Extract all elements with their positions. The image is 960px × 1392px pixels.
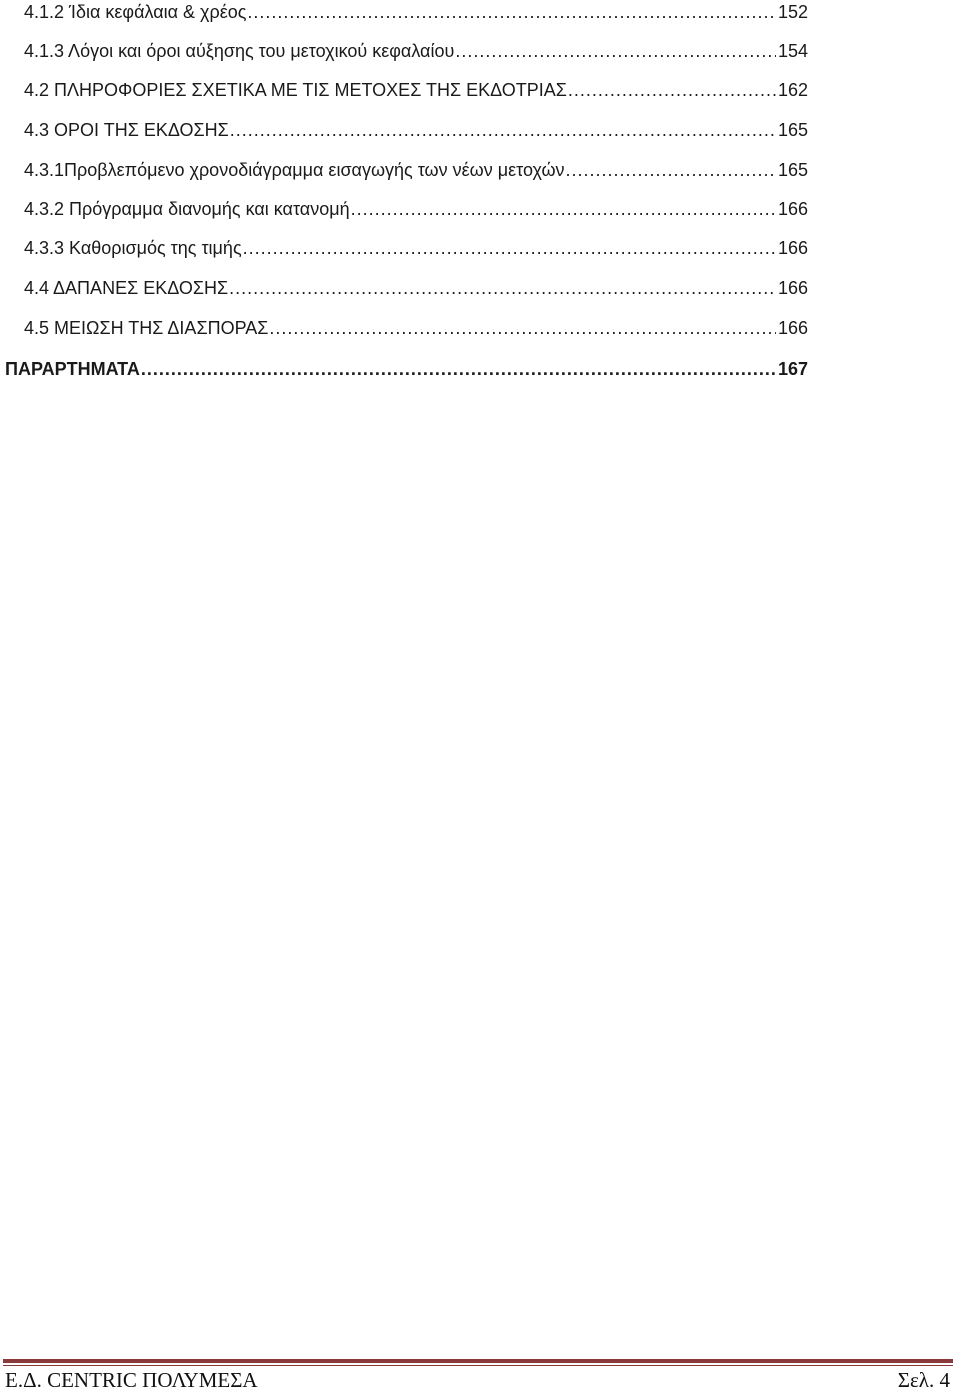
toc-entry-title: 4.3.1Προβλεπόμενο χρονοδιάγραμμα εισαγωγής των νέων μετοχών <box>24 160 565 180</box>
toc-entry-title: 4.3.2 Πρόγραμμα διανομής και κατανομή <box>24 199 350 219</box>
toc-entry-title: ΠΑΡΑΡΤΗΜΑΤΑ <box>5 359 140 379</box>
toc-entry-title: 4.1.2 Ίδια κεφάλαια & χρέος <box>24 2 247 22</box>
toc-entry-4-1-2[interactable] <box>0 0 808 24</box>
toc-entry-4-2[interactable] <box>0 78 808 102</box>
toc-dot-leader <box>230 118 776 142</box>
toc-entry-page: 166 <box>777 278 808 298</box>
toc-dot-leader <box>141 357 776 381</box>
footer-rule-thick <box>3 1359 953 1363</box>
toc-dot-leader <box>243 236 776 260</box>
toc-entry-title: 4.2 ΠΛΗΡΟΦΟΡΙΕΣ ΣΧΕΤΙΚΑ ΜΕ ΤΙΣ ΜΕΤΟΧΕΣ ΤΗΣ ΕΚΔΟΤΡΙΑΣ <box>24 80 567 100</box>
toc-entry-4-1-3[interactable] <box>0 39 808 63</box>
toc-entry-page: 165 <box>777 120 808 140</box>
toc-entry-4-3-2[interactable] <box>0 197 808 221</box>
toc-entry-page: 167 <box>777 359 808 379</box>
toc-dot-leader <box>229 276 776 300</box>
toc-entry-page: 166 <box>777 318 808 338</box>
toc-entry-title: 4.4 ΔΑΠΑΝΕΣ ΕΚΔΟΣΗΣ <box>24 278 229 298</box>
toc-entry-appendices[interactable] <box>0 357 808 381</box>
toc-entry-page: 154 <box>777 41 808 61</box>
toc-entry-page: 162 <box>777 80 808 100</box>
toc-entry-4-5[interactable] <box>0 316 808 340</box>
toc-dot-leader <box>455 39 776 63</box>
toc-entry-4-3[interactable] <box>0 118 808 142</box>
footer-rule-thin <box>3 1365 953 1366</box>
toc-entry-title: 4.3.3 Καθορισμός της τιμής <box>24 238 242 258</box>
toc-entry-4-3-3[interactable] <box>0 236 808 260</box>
toc-dot-leader <box>566 158 776 182</box>
toc-entry-title: 4.5 ΜΕΙΩΣΗ ΤΗΣ ΔΙΑΣΠΟΡΑΣ <box>24 318 269 338</box>
toc-dot-leader <box>269 316 776 340</box>
toc-entry-title: 4.1.3 Λόγοι και όροι αύξησης του μετοχικού κεφαλαίου <box>24 41 455 61</box>
toc-entry-page: 165 <box>777 160 808 180</box>
toc-dot-leader <box>568 78 776 102</box>
footer-company-name: Ε.Δ. CENTRIC ΠΟΛΥΜΕΣΑ <box>5 1368 258 1392</box>
toc-entry-4-4[interactable] <box>0 276 808 300</box>
toc-entry-page: 166 <box>777 238 808 258</box>
toc-dot-leader <box>247 0 776 24</box>
toc-entry-4-3-1[interactable] <box>0 158 808 182</box>
toc-dot-leader <box>351 197 776 221</box>
footer-page-number: Σελ. 4 <box>897 1368 950 1392</box>
toc-entry-page: 166 <box>777 199 808 219</box>
toc-entry-page: 152 <box>777 2 808 22</box>
toc-entry-title: 4.3 ΟΡΟΙ ΤΗΣ ΕΚΔΟΣΗΣ <box>24 120 229 140</box>
